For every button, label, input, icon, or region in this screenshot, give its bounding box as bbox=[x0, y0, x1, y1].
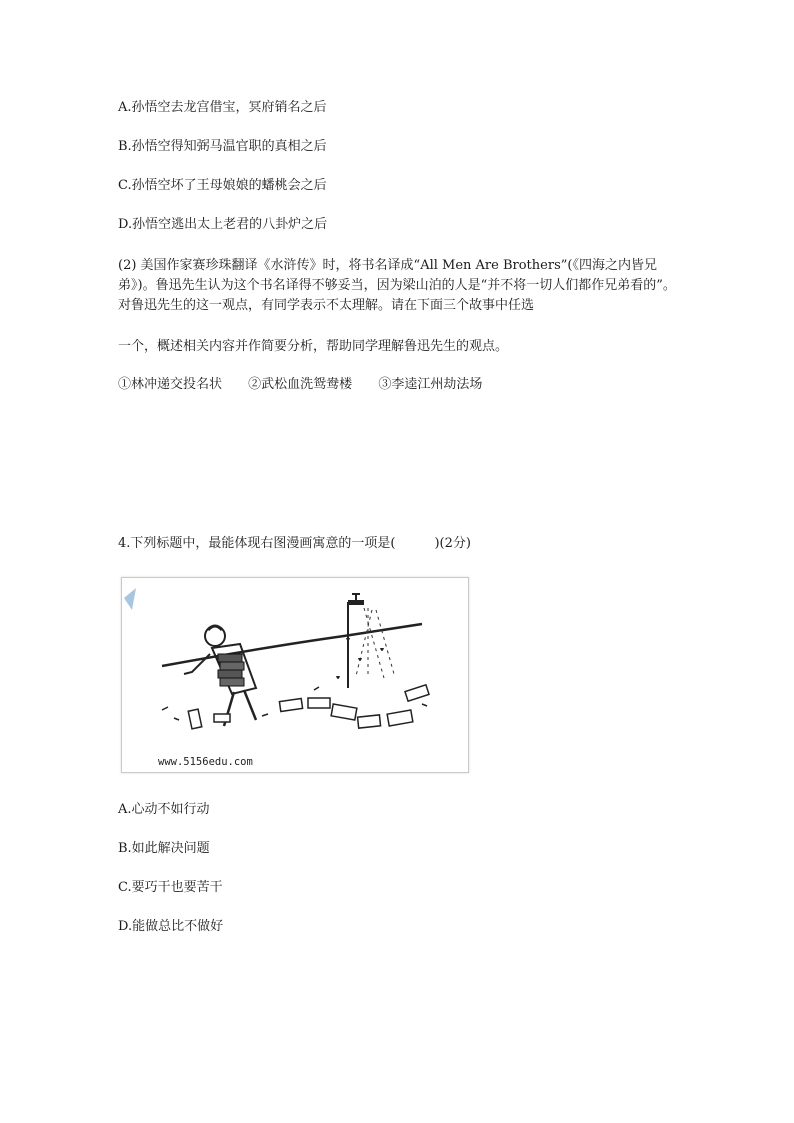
q4-option-d: D.能做总比不做好 bbox=[118, 919, 224, 934]
cartoon-image bbox=[121, 577, 469, 773]
q3-option-a: A.孙悟空去龙宫借宝，冥府销名之后 bbox=[118, 100, 327, 115]
worker-arm bbox=[184, 654, 210, 674]
story-option-1: ①林冲递交投名状 bbox=[118, 377, 223, 392]
worker-hair bbox=[208, 626, 222, 630]
brick-stack bbox=[218, 654, 244, 686]
faucet-handle bbox=[352, 594, 360, 600]
water-spray bbox=[356, 608, 394, 678]
ground-line bbox=[162, 624, 422, 666]
story-option-3: ③李逵江州劫法场 bbox=[378, 377, 483, 392]
q4-option-c: C.要巧干也要苦干 bbox=[118, 880, 223, 895]
cartoon-drawing bbox=[122, 578, 468, 772]
q4-option-a: A.心动不如行动 bbox=[118, 802, 210, 817]
corner-fold bbox=[124, 588, 136, 610]
bricks-on-ground bbox=[188, 685, 429, 729]
faucet-spout bbox=[348, 600, 364, 605]
q3-part2-continuation: 一个，概述相关内容并作简要分析，帮助同学理解鲁迅先生的观点。 bbox=[118, 339, 509, 354]
story-option-2: ②武松血洗鸳鸯楼 bbox=[248, 377, 353, 392]
q3-option-b: B.孙悟空得知弼马温官职的真相之后 bbox=[118, 139, 327, 154]
q3-story-options bbox=[118, 376, 482, 394]
q4-stem: 4.下列标题中，最能体现右图漫画寓意的一项是( )(2分) bbox=[118, 536, 471, 551]
q3-option-c: C.孙悟空坏了王母娘娘的蟠桃会之后 bbox=[118, 178, 327, 193]
q3-option-d: D.孙悟空逃出太上老君的八卦炉之后 bbox=[118, 217, 328, 232]
image-watermark: www.5156edu.com bbox=[158, 756, 253, 768]
q3-part2-paragraph: (2) 美国作家赛珍珠翻译《水浒传》时，将书名译成“All Men Are Brothers”(《四海之内皆兄弟》)。鲁迅先生认为这个书名译得不够妥当，因为梁山泊的人是“并不将一切人们都作兄弟看的”。对鲁迅先生的这一观点，有同学表示不太理解。请在下面三个故事中任选 bbox=[118, 258, 676, 313]
water-drops bbox=[336, 638, 384, 679]
q4-option-b: B.如此解决问题 bbox=[118, 841, 210, 856]
